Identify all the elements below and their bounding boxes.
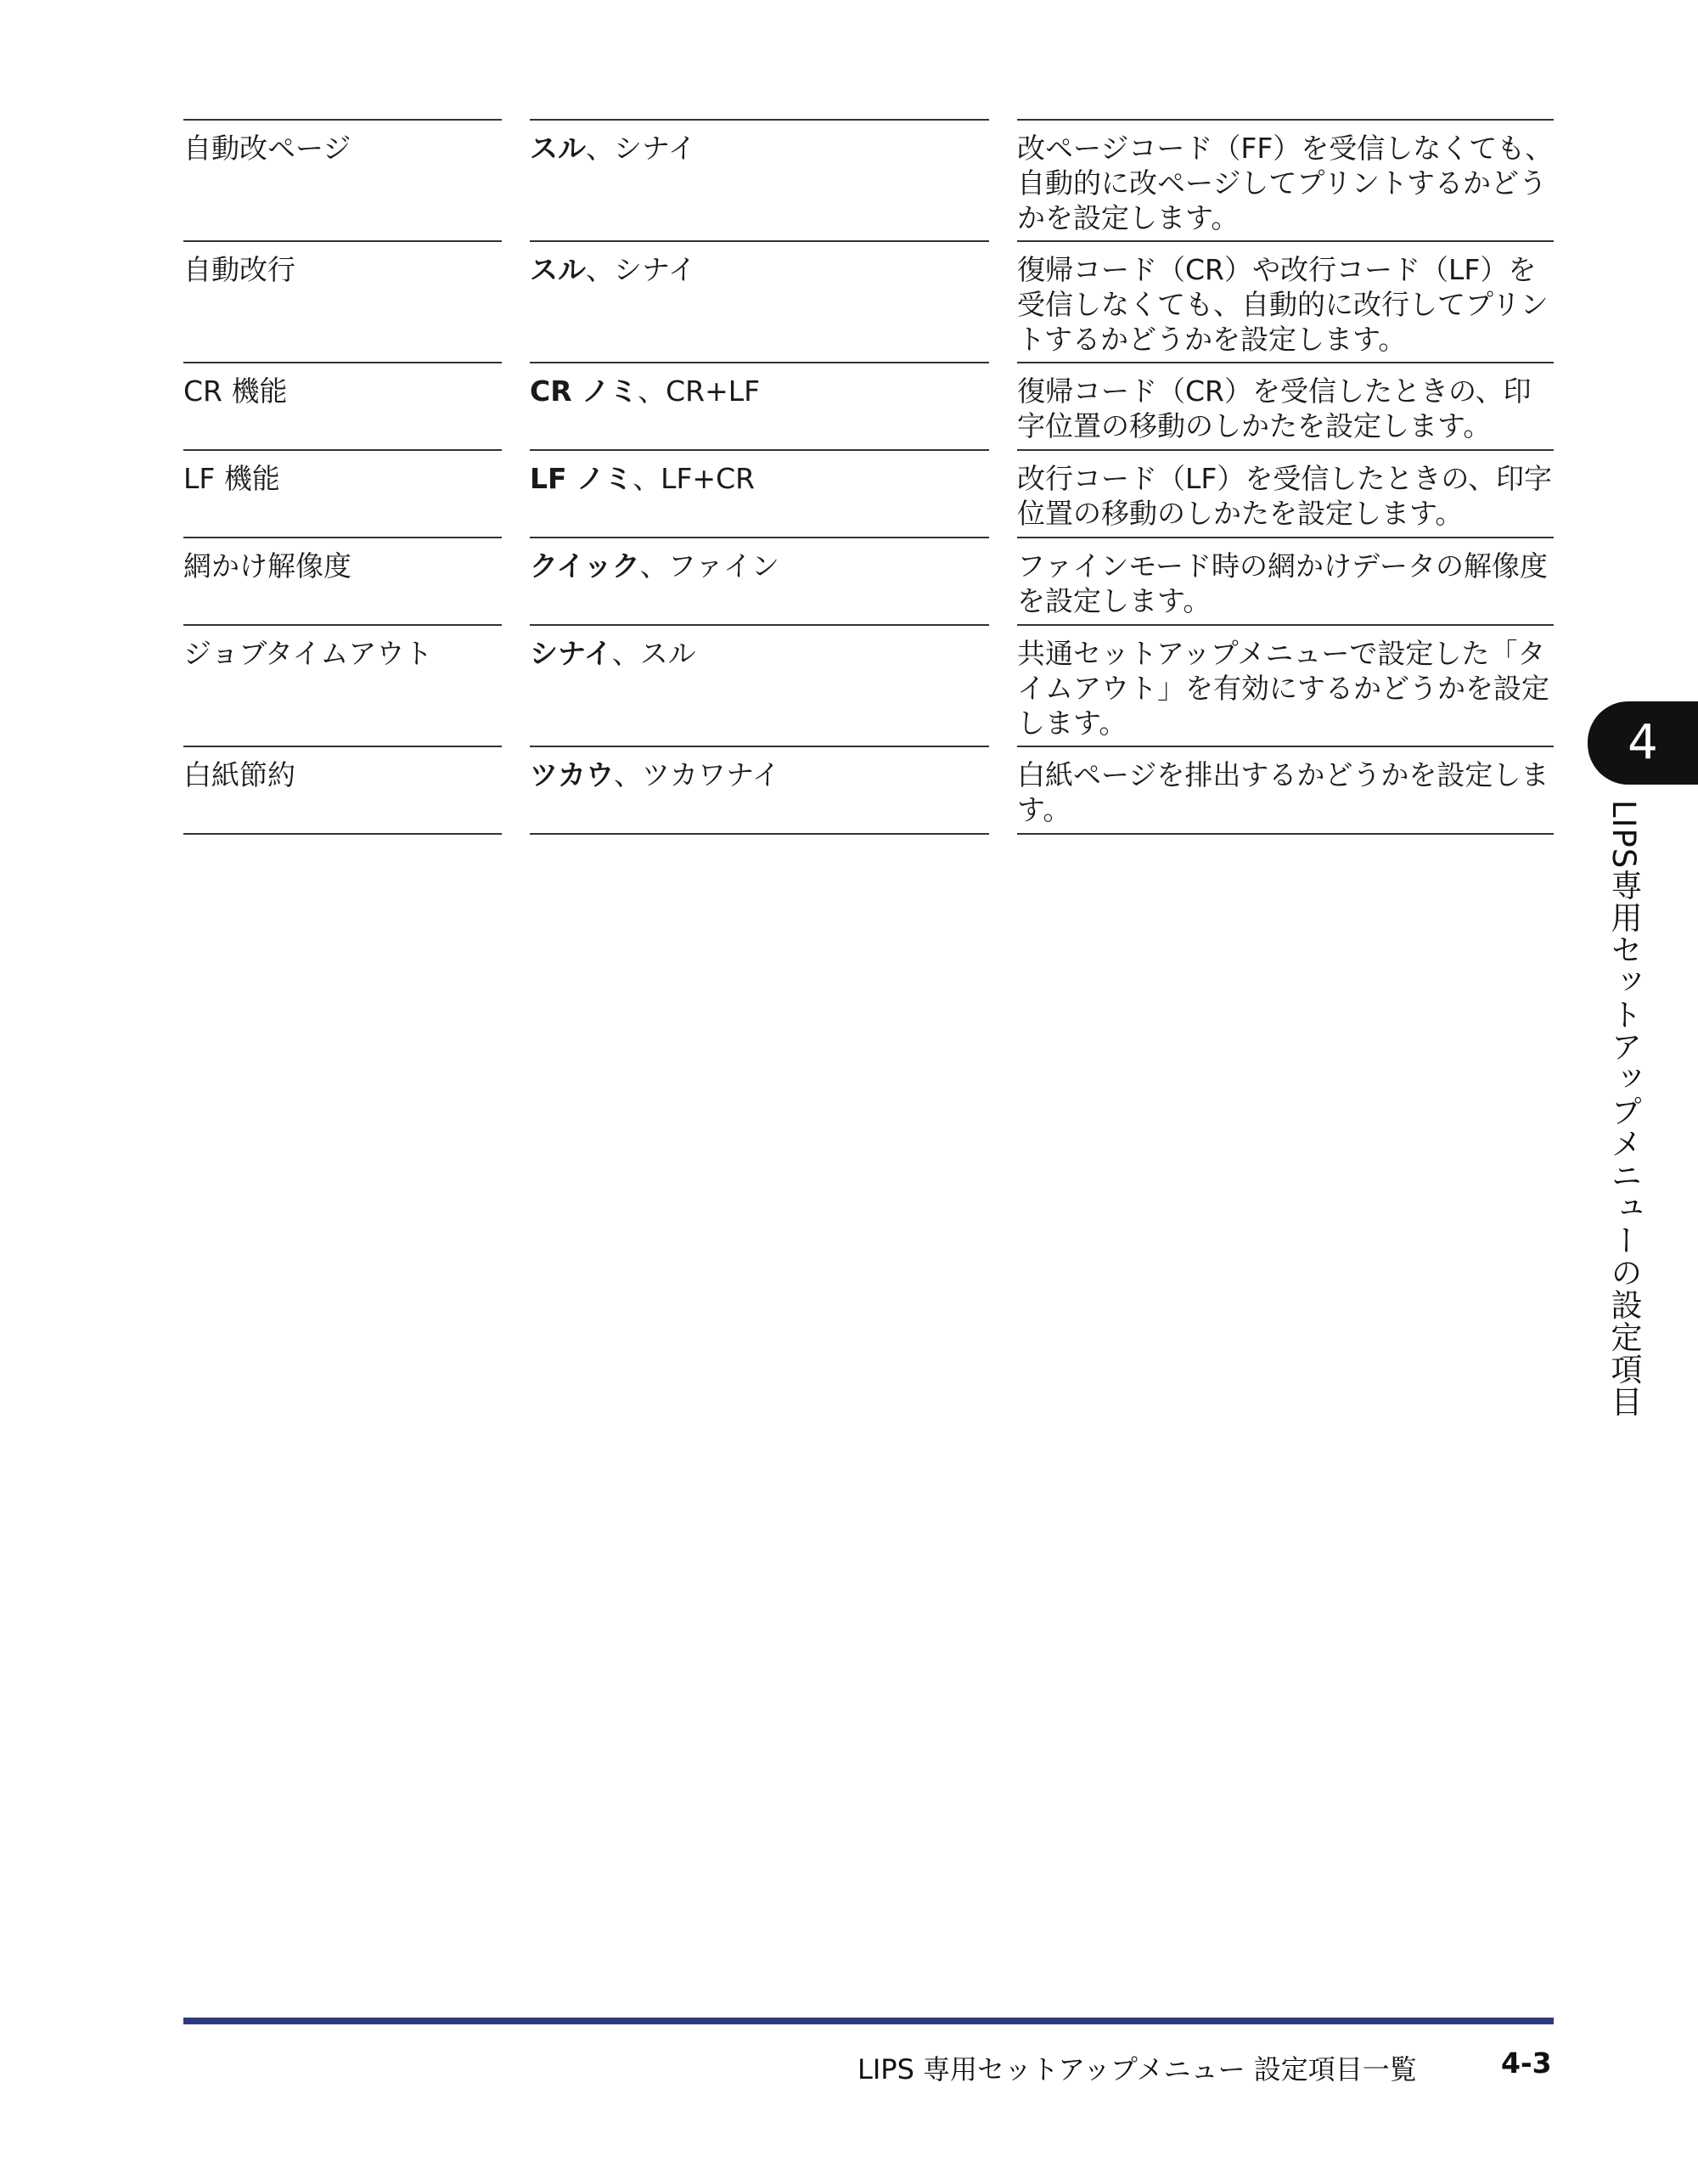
setting-description: 改行コード（LF）を受信したときの、印字位置の移動のしかたを設定します。 [1017,449,1554,537]
value-separator: 、 [611,637,640,670]
divider [530,833,989,835]
other-values: シナイ [614,132,696,165]
page-number: 4-3 [1501,2046,1552,2080]
value-separator: 、 [614,758,642,791]
setting-item: ジョブタイムアウト [183,624,502,746]
setting-description: 白紙ページを排出するかどうかを設定します。 [1017,746,1554,833]
divider [183,833,502,835]
other-values: LF+CR [661,462,756,495]
setting-values [530,240,989,362]
other-values: シナイ [614,253,696,286]
footer-divider-bar [183,2018,1554,2024]
default-value: CR ノミ [530,374,638,408]
table-bottom-rule [183,833,1554,835]
setting-item: CR 機能 [183,362,502,449]
table-row [183,624,1554,746]
setting-description: 改ページコード（FF）を受信しなくても、自動的に改ページしてプリントするかどうかを設定します。 [1017,119,1554,240]
other-values: CR+LF [666,374,761,408]
setting-item: 自動改行 [183,240,502,362]
table-row [183,449,1554,537]
setting-values [530,537,989,624]
other-values: ツカワナイ [642,758,780,791]
setting-values [530,746,989,833]
setting-values [530,362,989,449]
value-separator: 、 [586,253,614,286]
setting-description: 復帰コード（CR）を受信したときの、印字位置の移動のしかたを設定します。 [1017,362,1554,449]
default-value: クイック [530,549,640,583]
default-value: LF ノミ [530,462,633,495]
table-row [183,537,1554,624]
setting-item: LF 機能 [183,449,502,537]
setting-description: 共通セットアップメニューで設定した「タイムアウト」を有効にするかどうかを設定します。 [1017,624,1554,746]
default-value: スル [530,132,586,165]
table-row [183,746,1554,833]
table-row [183,240,1554,362]
setting-item: 自動改ページ [183,119,502,240]
setting-values [530,449,989,537]
table-row [183,119,1554,240]
setting-description: ファインモード時の網かけデータの解像度を設定します。 [1017,537,1554,624]
default-value: スル [530,253,586,286]
other-values: ファイン [667,549,780,583]
value-separator: 、 [586,132,614,165]
value-separator: 、 [638,374,666,408]
setting-item: 白紙節約 [183,746,502,833]
other-values: スル [639,637,696,670]
footer-section-title: LIPS 専用セットアップメニュー 設定項目一覧 [857,2053,1417,2085]
setting-values [530,624,989,746]
setting-description: 復帰コード（CR）や改行コード（LF）を受信しなくても、自動的に改行してプリントするかどうかを設定します。 [1017,240,1554,362]
default-value: ツカウ [530,758,614,791]
value-separator: 、 [639,549,668,583]
value-separator: 、 [633,462,661,495]
setting-values [530,119,989,240]
table-row [183,362,1554,449]
divider [1017,833,1554,835]
settings-table [183,119,1554,835]
chapter-number-tab: 4 [1588,701,1698,785]
setting-item: 網かけ解像度 [183,537,502,624]
default-value: シナイ [530,637,612,670]
chapter-title-vertical: LIPS専用セットアップメニューの設定項目 [1605,800,1642,1418]
